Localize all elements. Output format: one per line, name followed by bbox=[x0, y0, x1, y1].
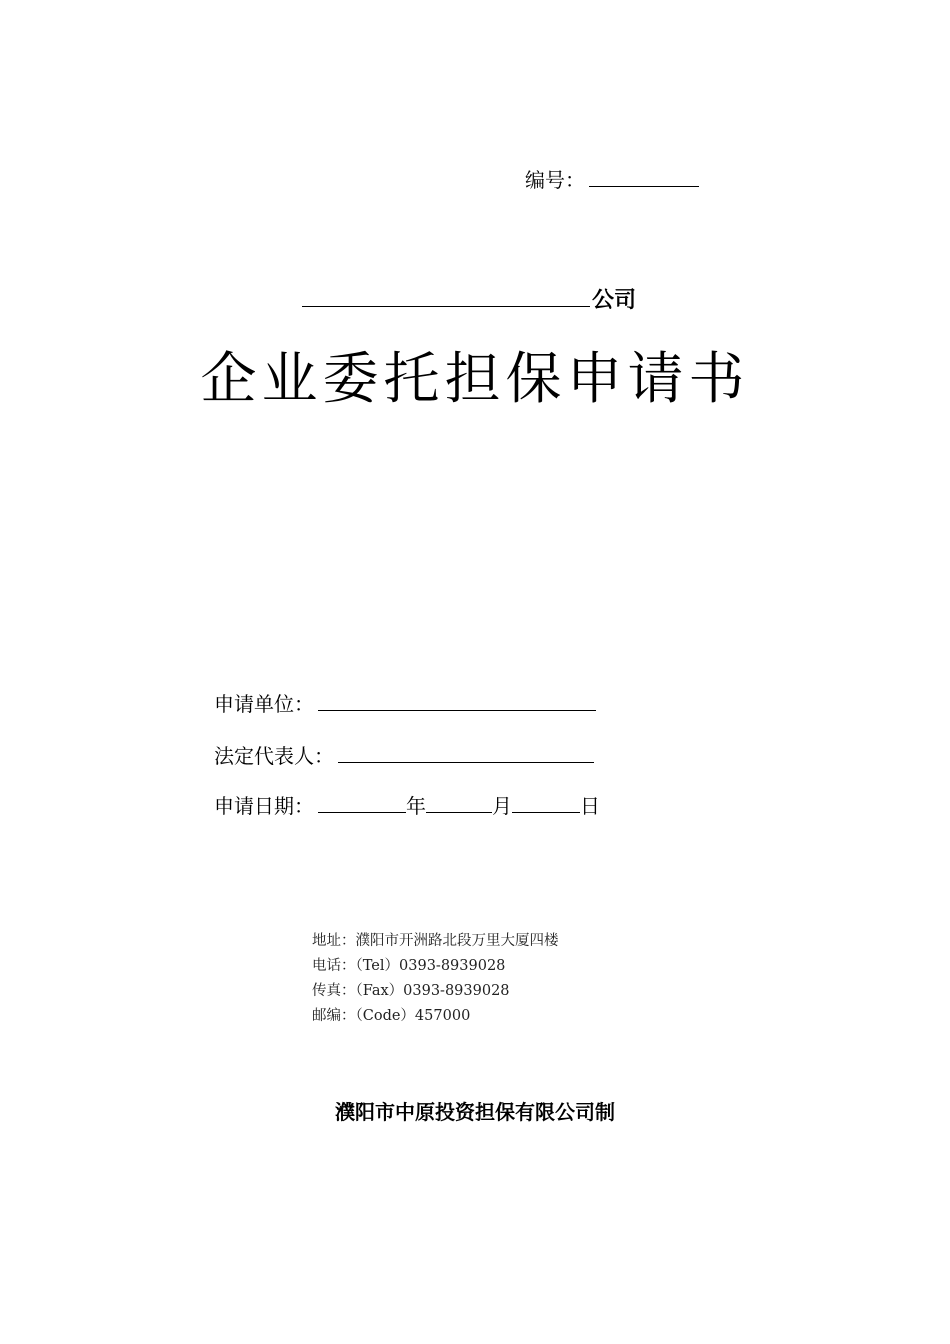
contact-telephone: 电话：（Tel）0393-8939028 bbox=[312, 958, 506, 974]
legal-representative-field bbox=[214, 742, 594, 770]
day-blank[interactable] bbox=[512, 792, 580, 813]
contact-fax: 传真：（Fax）0393-8939028 bbox=[312, 983, 510, 999]
issuer-name: 濮阳市中原投资担保有限公司制 bbox=[335, 1100, 615, 1124]
year-label: 年 bbox=[406, 794, 426, 818]
month-blank[interactable] bbox=[426, 792, 492, 813]
serial-number-label: 编号： bbox=[525, 168, 585, 192]
legal-representative-label: 法定代表人： bbox=[214, 744, 334, 768]
month-label: 月 bbox=[492, 794, 512, 818]
contact-postcode: 邮编：（Code）457000 bbox=[312, 1008, 471, 1024]
contact-address: 地址：濮阳市开洲路北段万里大厦四楼 bbox=[312, 933, 559, 949]
applicant-unit-field bbox=[214, 690, 596, 718]
document-title: 企业委托担保申请书 bbox=[200, 347, 750, 412]
serial-number-field bbox=[525, 166, 699, 194]
company-name-blank[interactable] bbox=[302, 282, 590, 307]
year-blank[interactable] bbox=[318, 792, 406, 813]
company-suffix: 公司 bbox=[592, 288, 637, 313]
legal-representative-blank[interactable] bbox=[338, 742, 594, 763]
serial-number-blank[interactable] bbox=[589, 166, 699, 187]
applicant-unit-blank[interactable] bbox=[318, 690, 596, 711]
application-date-field bbox=[214, 792, 600, 820]
application-date-label: 申请日期： bbox=[214, 794, 314, 818]
day-label: 日 bbox=[580, 794, 600, 818]
company-name-field bbox=[302, 282, 636, 316]
applicant-unit-label: 申请单位： bbox=[214, 692, 314, 716]
